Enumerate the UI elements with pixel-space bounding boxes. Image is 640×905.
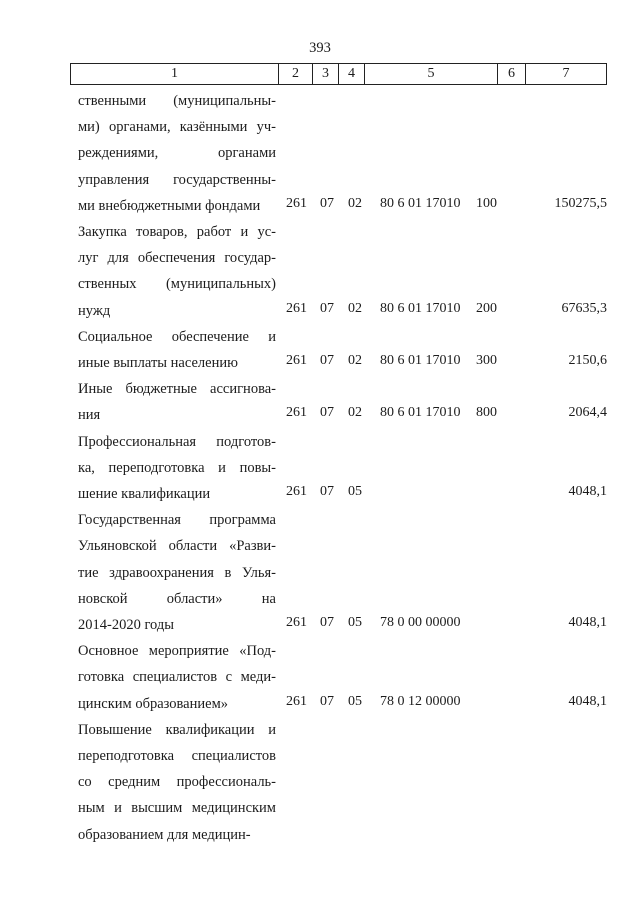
expense-type-code-cell: 300 xyxy=(476,352,497,368)
row-description xyxy=(78,507,276,638)
description-line: нужд xyxy=(78,302,111,319)
description-line: ния xyxy=(78,407,101,424)
description-line: управления государственны- xyxy=(78,171,276,188)
subsection-code-cell: 05 xyxy=(348,693,362,709)
description-line: реждениями, органами xyxy=(78,145,276,162)
description-line: Государственная программа xyxy=(78,512,276,529)
section-code-cell: 07 xyxy=(320,614,334,630)
amount-cell: 2064,4 xyxy=(568,405,607,421)
description-line: луг для обеспечения государ- xyxy=(78,250,276,267)
gov-code-cell: 261 xyxy=(286,300,307,316)
description-line: 2014-2020 годы xyxy=(78,616,174,633)
section-code-cell: 07 xyxy=(320,352,334,368)
description-line: Профессиональная подготов- xyxy=(78,433,276,450)
description-line: образованием для медицин- xyxy=(78,826,251,843)
expense-type-code-cell: 100 xyxy=(476,195,497,211)
subsection-code-cell: 02 xyxy=(348,352,362,368)
column-header-7: 7 xyxy=(526,64,607,85)
description-line: ми) органами, казёнными уч- xyxy=(78,119,276,136)
target-article-code-cell: 80 6 01 17010 xyxy=(380,405,461,421)
description-line: ка, переподготовка и повы- xyxy=(78,459,276,476)
description-line: переподготовка специалистов xyxy=(78,747,276,764)
description-line: Закупка товаров, работ и ус- xyxy=(78,224,276,240)
amount-cell: 4048,1 xyxy=(568,483,607,499)
description-line: готовка специалистов с меди- xyxy=(78,669,276,686)
column-header-2: 2 xyxy=(279,64,313,85)
gov-code-cell: 261 xyxy=(286,195,307,211)
gov-code-cell: 261 xyxy=(286,483,307,499)
column-header-6: 6 xyxy=(498,64,526,85)
section-code-cell: 07 xyxy=(320,483,334,499)
row-description xyxy=(78,429,276,508)
gov-code-cell: 261 xyxy=(286,405,307,421)
gov-code-cell: 261 xyxy=(286,614,307,630)
column-header-4: 4 xyxy=(339,64,365,85)
target-article-code-cell: 80 6 01 17010 xyxy=(380,352,461,368)
description-line: Социальное обеспечение и xyxy=(78,328,276,345)
description-line: ственных (муниципальных) xyxy=(78,276,276,293)
page-number: 393 xyxy=(309,40,331,56)
description-line: ми внебюджетными фондами xyxy=(78,197,261,214)
target-article-code-cell: 80 6 01 17010 xyxy=(380,195,461,211)
description-line: Основное мероприятие «Под- xyxy=(78,643,276,660)
section-code-cell: 07 xyxy=(320,300,334,316)
amount-cell: 2150,6 xyxy=(568,352,607,368)
description-line: Ульяновской области «Разви- xyxy=(78,538,276,555)
row-description xyxy=(78,88,276,219)
target-article-code-cell: 80 6 01 17010 xyxy=(380,300,461,316)
subsection-code-cell: 02 xyxy=(348,300,362,316)
row-description xyxy=(78,717,276,848)
description-line: новской области» на xyxy=(78,590,276,607)
expense-type-code-cell: 800 xyxy=(476,405,497,421)
description-line: Иные бюджетные ассигнова- xyxy=(78,381,276,398)
subsection-code-cell: 02 xyxy=(348,195,362,211)
description-line: со средним профессиональ- xyxy=(78,774,276,791)
expense-type-code-cell: 200 xyxy=(476,300,497,316)
column-header-table xyxy=(70,63,607,85)
description-line: ственными (муниципальны- xyxy=(78,93,276,109)
gov-code-cell: 261 xyxy=(286,693,307,709)
column-header-5: 5 xyxy=(365,64,498,85)
description-line: цинским образованием» xyxy=(78,695,228,712)
amount-cell: 67635,3 xyxy=(561,300,607,316)
amount-cell: 4048,1 xyxy=(568,693,607,709)
section-code-cell: 07 xyxy=(320,693,334,709)
description-line: Повышение квалификации и xyxy=(78,721,276,738)
subsection-code-cell: 02 xyxy=(348,405,362,421)
subsection-code-cell: 05 xyxy=(348,614,362,630)
description-line: ным и высшим медицинским xyxy=(78,800,276,817)
description-line: тие здравоохранения в Улья- xyxy=(78,564,276,581)
section-code-cell: 07 xyxy=(320,195,334,211)
description-line: шение квалификации xyxy=(78,485,211,502)
row-description xyxy=(78,638,276,717)
gov-code-cell: 261 xyxy=(286,352,307,368)
amount-cell: 150275,5 xyxy=(554,195,607,211)
column-header-1: 1 xyxy=(71,64,279,85)
target-article-code-cell: 78 0 12 00000 xyxy=(380,693,461,709)
description-line: иные выплаты населению xyxy=(78,354,238,371)
row-description xyxy=(78,324,276,376)
section-code-cell: 07 xyxy=(320,405,334,421)
amount-cell: 4048,1 xyxy=(568,614,607,630)
row-description xyxy=(78,219,276,324)
row-description xyxy=(78,376,276,428)
target-article-code-cell: 78 0 00 00000 xyxy=(380,614,461,630)
subsection-code-cell: 05 xyxy=(348,483,362,499)
column-header-3: 3 xyxy=(313,64,339,85)
